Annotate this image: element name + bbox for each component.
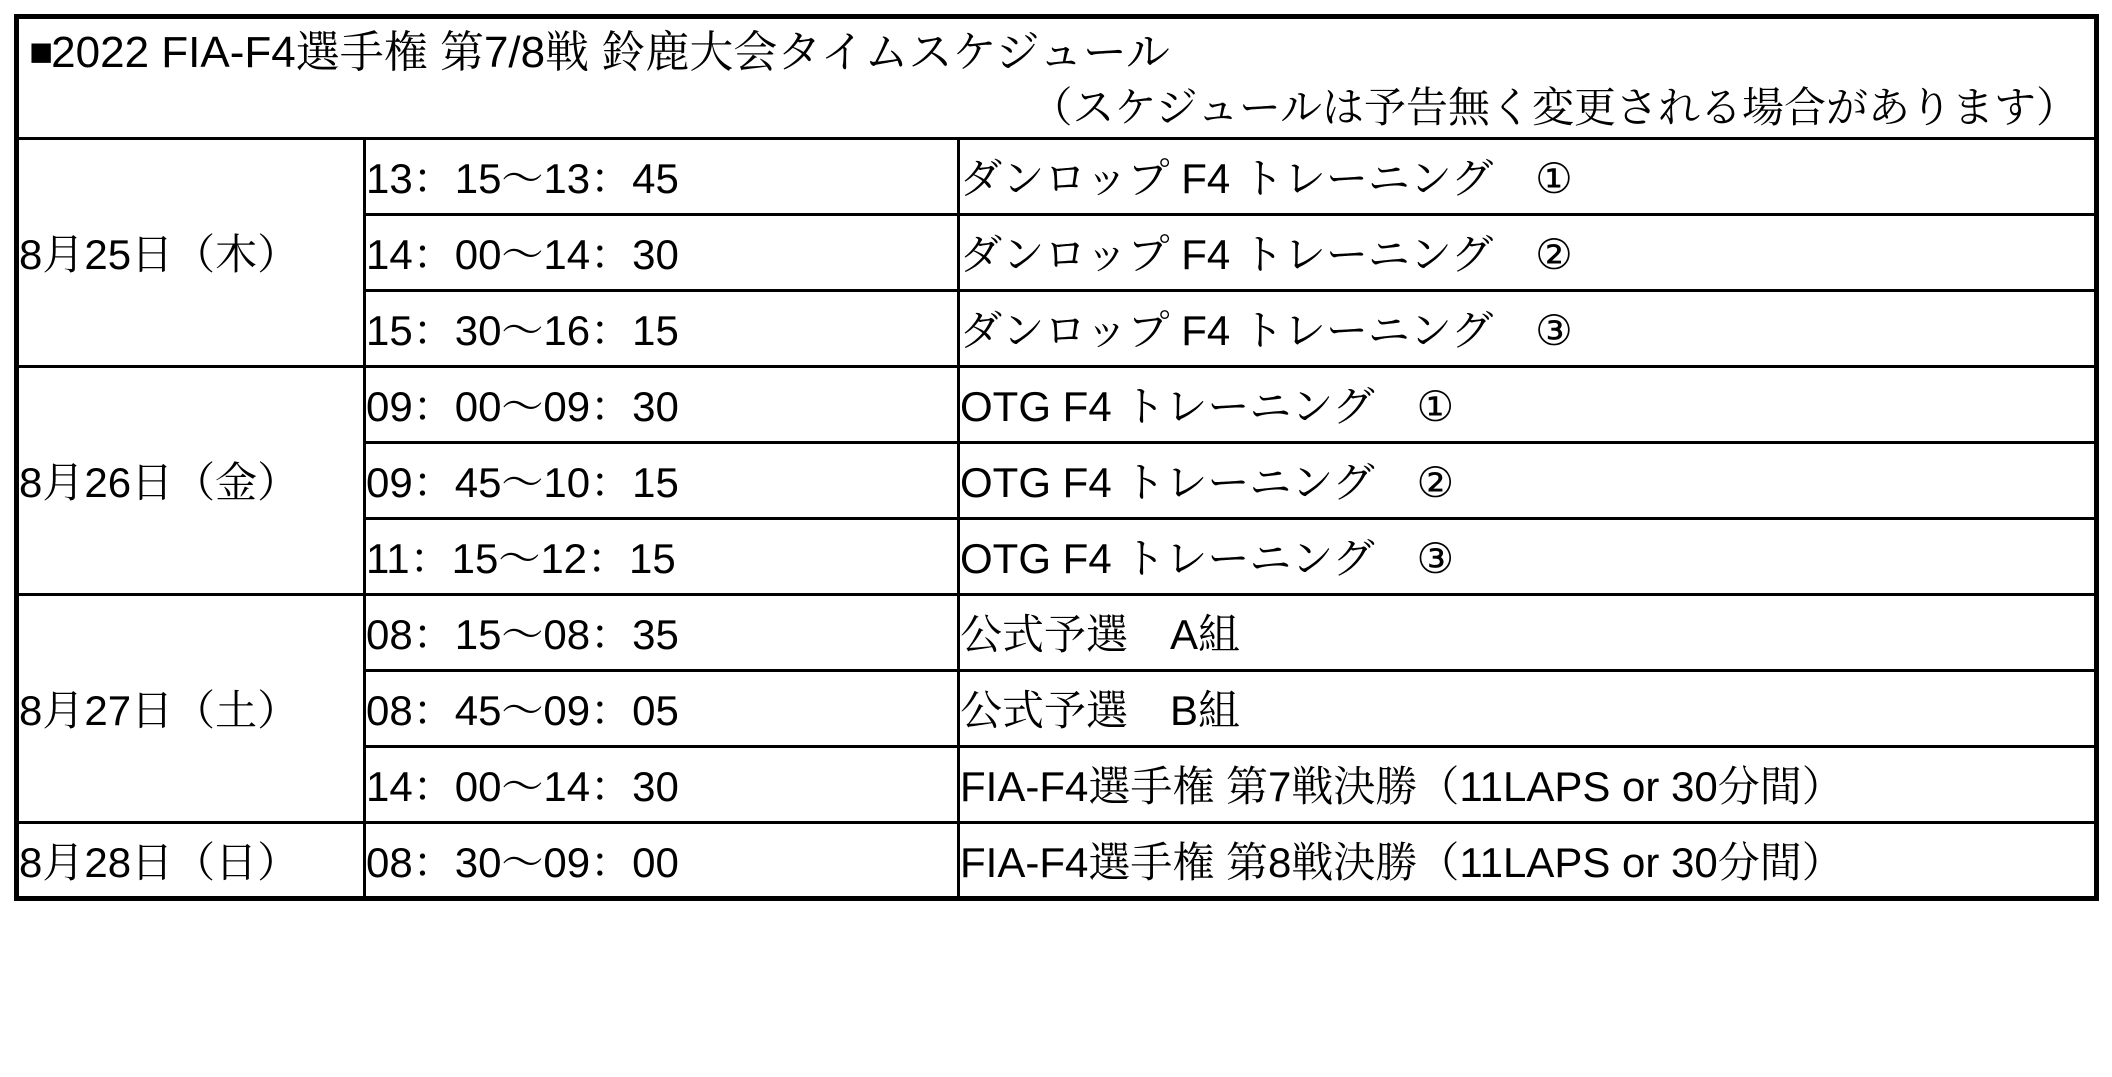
time-cell: 08：30〜09：00 bbox=[365, 822, 959, 898]
date-cell-0: 8月25日（木） bbox=[17, 138, 365, 366]
title-block bbox=[17, 17, 2097, 139]
event-cell: ダンロップ F4 トレーニング ① bbox=[959, 138, 2097, 214]
event-cell: OTG F4 トレーニング ② bbox=[959, 442, 2097, 518]
time-cell: 09：45〜10：15 bbox=[365, 442, 959, 518]
time-cell: 11：15〜12：15 bbox=[365, 518, 959, 594]
event-cell: ダンロップ F4 トレーニング ③ bbox=[959, 290, 2097, 366]
time-cell: 09：00〜09：30 bbox=[365, 366, 959, 442]
time-cell: 13：15〜13：45 bbox=[365, 138, 959, 214]
date-cell-3: 8月28日（日） bbox=[17, 822, 365, 898]
title-row bbox=[17, 17, 2097, 139]
time-cell: 14：00〜14：30 bbox=[365, 214, 959, 290]
table-row bbox=[17, 138, 2097, 214]
time-cell: 14：00〜14：30 bbox=[365, 746, 959, 822]
event-cell: 公式予選 B組 bbox=[959, 670, 2097, 746]
table-row bbox=[17, 594, 2097, 670]
event-cell: 公式予選 A組 bbox=[959, 594, 2097, 670]
document-title-text: 2022 FIA-F4選手権 第7/8戦 鈴鹿大会タイムスケジュール bbox=[51, 28, 1170, 77]
date-cell-1: 8月26日（金） bbox=[17, 366, 365, 594]
event-cell: OTG F4 トレーニング ① bbox=[959, 366, 2097, 442]
document-title bbox=[29, 25, 2084, 80]
square-bullet-icon: ■ bbox=[29, 30, 52, 74]
event-cell: OTG F4 トレーニング ③ bbox=[959, 518, 2097, 594]
table-row bbox=[17, 366, 2097, 442]
time-cell: 15：30〜16：15 bbox=[365, 290, 959, 366]
event-cell: ダンロップ F4 トレーニング ② bbox=[959, 214, 2097, 290]
schedule-table bbox=[14, 14, 2099, 901]
document-note: （スケジュールは予告無く変更される場合があります） bbox=[1030, 84, 2078, 131]
time-cell: 08：45〜09：05 bbox=[365, 670, 959, 746]
event-cell: FIA-F4選手権 第8戦決勝（11LAPS or 30分間） bbox=[959, 822, 2097, 898]
event-cell: FIA-F4選手権 第7戦決勝（11LAPS or 30分間） bbox=[959, 746, 2097, 822]
time-cell: 08：15〜08：35 bbox=[365, 594, 959, 670]
table-row bbox=[17, 822, 2097, 898]
date-cell-2: 8月27日（土） bbox=[17, 594, 365, 822]
schedule-sheet bbox=[14, 14, 2094, 901]
